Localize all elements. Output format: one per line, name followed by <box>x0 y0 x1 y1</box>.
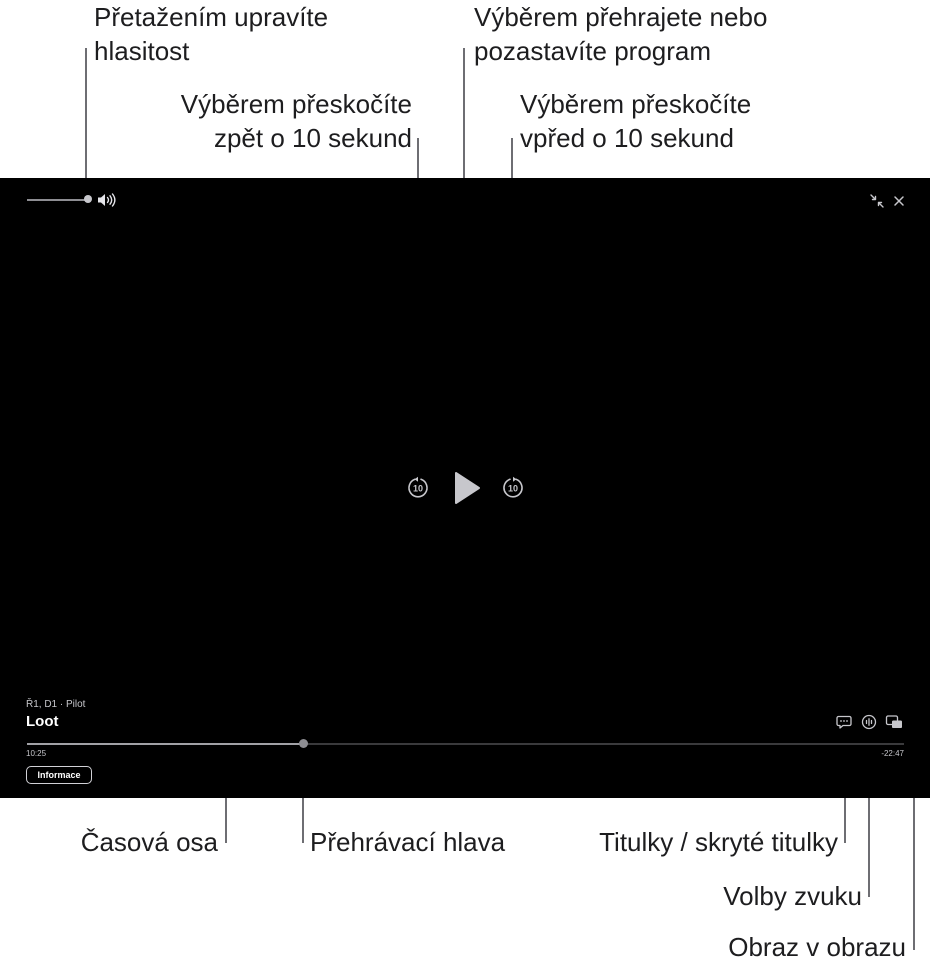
callout-playhead: Přehrávací hlava <box>310 827 506 857</box>
video-player[interactable] <box>0 178 930 798</box>
episode-subtitle: Ř1, D1 · Pilot <box>26 699 86 710</box>
volume-slider-knob[interactable] <box>84 195 92 203</box>
skip-forward-button[interactable] <box>500 475 526 501</box>
callout-play-pause-line1: Výběrem přehrajete nebo <box>474 2 768 32</box>
callout-subtitles: Titulky / skryté titulky <box>599 827 838 857</box>
picture-in-picture-button[interactable] <box>885 714 903 730</box>
callout-skip-forward-line1: Výběrem přeskočíte <box>520 89 752 119</box>
play-icon <box>451 469 483 507</box>
volume-slider-track[interactable] <box>27 199 87 201</box>
callout-skip-forward-line2: vpřed o 10 sekund <box>520 123 734 153</box>
callout-audio-options: Volby zvuku <box>723 881 862 911</box>
subtitles-button[interactable] <box>836 714 852 730</box>
audio-options-icon <box>861 714 877 730</box>
callout-volume-line2: hlasitost <box>94 36 190 66</box>
remaining-time: -22:47 <box>881 749 904 758</box>
skip-back-seconds: 10 <box>412 483 424 494</box>
play-button[interactable] <box>451 469 483 507</box>
callout-play-pause <box>474 0 767 68</box>
close-icon <box>891 193 907 209</box>
callout-skip-forward <box>520 87 751 155</box>
callout-volume <box>94 0 328 68</box>
callout-volume-line1: Přetažením upravíte <box>94 2 329 32</box>
playhead[interactable] <box>299 739 308 748</box>
callout-skip-back-line1: Výběrem přeskočíte <box>180 89 412 119</box>
info-button[interactable]: Informace <box>26 766 92 784</box>
elapsed-time: 10:25 <box>26 749 47 758</box>
callout-skip-back <box>112 87 412 155</box>
skip-back-button[interactable] <box>405 475 431 501</box>
audio-options-button[interactable] <box>861 714 877 730</box>
shrink-icon <box>869 193 885 209</box>
subtitles-icon <box>836 714 852 730</box>
timeline-progress <box>27 743 303 745</box>
callout-play-pause-line2: pozastavíte program <box>474 36 712 66</box>
skip-forward-seconds: 10 <box>507 483 519 494</box>
picture-in-picture-icon <box>885 714 903 730</box>
speaker-icon <box>96 192 118 208</box>
skip-back-10-icon <box>405 475 431 501</box>
skip-forward-10-icon <box>500 475 526 501</box>
close-button[interactable] <box>891 193 907 209</box>
callout-timeline: Časová osa <box>80 827 218 857</box>
callout-picture-in-picture: Obraz v obrazu <box>728 932 906 962</box>
shrink-button[interactable] <box>869 193 885 209</box>
callout-skip-back-line2: zpět o 10 sekund <box>213 123 412 153</box>
show-title: Loot <box>26 713 59 730</box>
